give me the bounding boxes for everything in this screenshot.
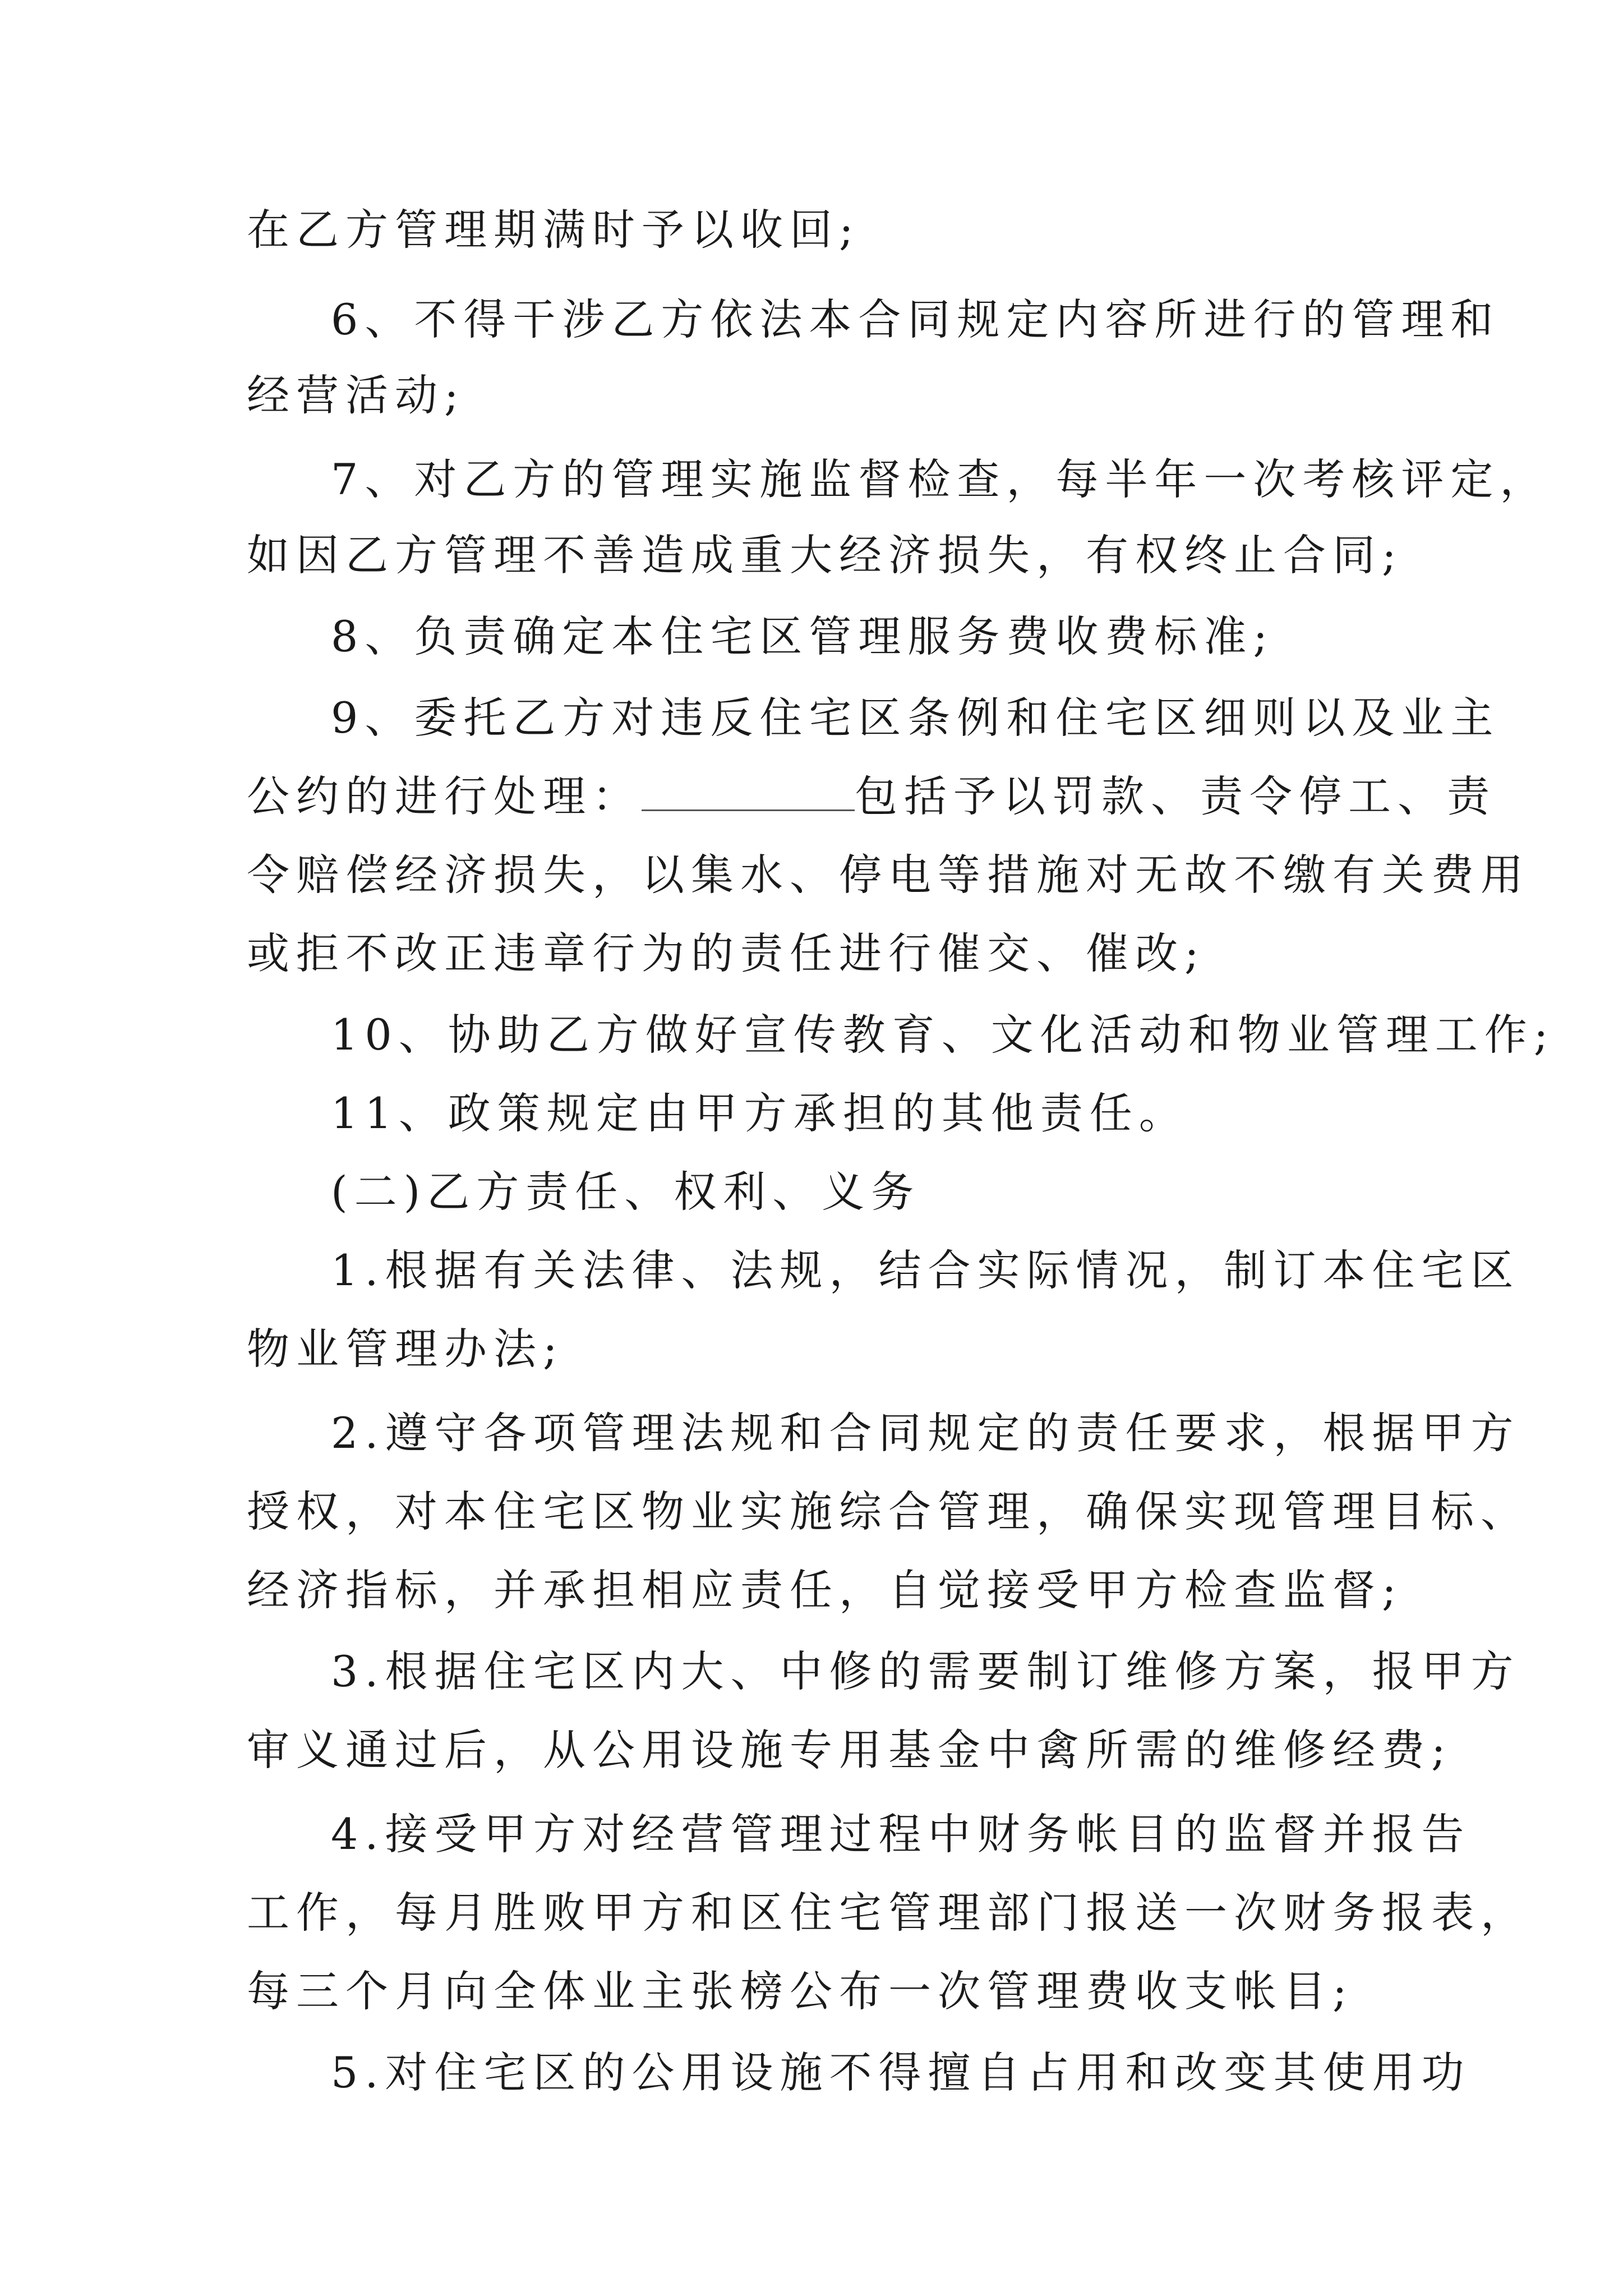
text-line: 8、负责确定本住宅区管理服务费收费标准; (331, 611, 1274, 661)
text-line: 审义通过后，从公用设施专用基金中禽所需的维修经费; (247, 1725, 1453, 1775)
text-line: 3.根据住宅区内大、中修的需要制订维修方案，报甲方 (331, 1646, 1520, 1696)
text-segment: 包括予以罚款、责令停工、责 (855, 771, 1496, 821)
text-line: 在乙方管理期满时予以收回; (247, 205, 860, 255)
text-line: 每三个月向全体业主张榜公布一次管理费收支帐目; (247, 1966, 1354, 2016)
text-line: 9、委托乙方对违反住宅区条例和住宅区细则以及业主 (331, 693, 1500, 743)
section-heading: (二)乙方责任、权利、义务 (331, 1167, 921, 1217)
text-line: 11、政策规定由甲方承担的其他责任。 (331, 1088, 1188, 1138)
text-line: 1.根据有关法律、法规，结合实际情况，制订本住宅区 (331, 1245, 1520, 1295)
text-line: 经济指标，并承担相应责任，自觉接受甲方检查监督; (247, 1565, 1403, 1615)
text-line: 经营活动; (247, 370, 465, 420)
text-segment: 公约的进行处理： (247, 771, 642, 821)
text-line: 5.对住宅区的公用设施不得擅自占用和改变其使用功 (331, 2047, 1471, 2097)
fill-in-blank (642, 770, 855, 811)
text-line: 7、对乙方的管理实施监督检查，每半年一次考核评定， (331, 454, 1550, 504)
text-line: 令赔偿经济损失，以集水、停电等措施对无故不缴有关费用 (247, 850, 1530, 900)
text-line: 物业管理办法; (247, 1324, 564, 1374)
text-line: 4.接受甲方对经营管理过程中财务帐目的监督并报告 (331, 1809, 1471, 1859)
text-line: 10、协助乙方做好宣传教育、文化活动和物业管理工作; (331, 1010, 1555, 1060)
text-line: 2.遵守各项管理法规和合同规定的责任要求，根据甲方 (331, 1408, 1520, 1458)
text-line-with-blank (247, 766, 1496, 827)
text-line: 如因乙方管理不善造成重大经济损失，有权终止合同; (247, 530, 1403, 580)
text-line: 授权，对本住宅区物业实施综合管理，确保实现管理目标、 (247, 1487, 1530, 1536)
text-line: 6、不得干涉乙方依法本合同规定内容所进行的管理和 (331, 295, 1500, 344)
text-line: 工作，每月胜败甲方和区住宅管理部门报送一次财务报表， (247, 1888, 1530, 1938)
text-line: 或拒不改正违章行为的责任进行催交、催改; (247, 928, 1206, 978)
